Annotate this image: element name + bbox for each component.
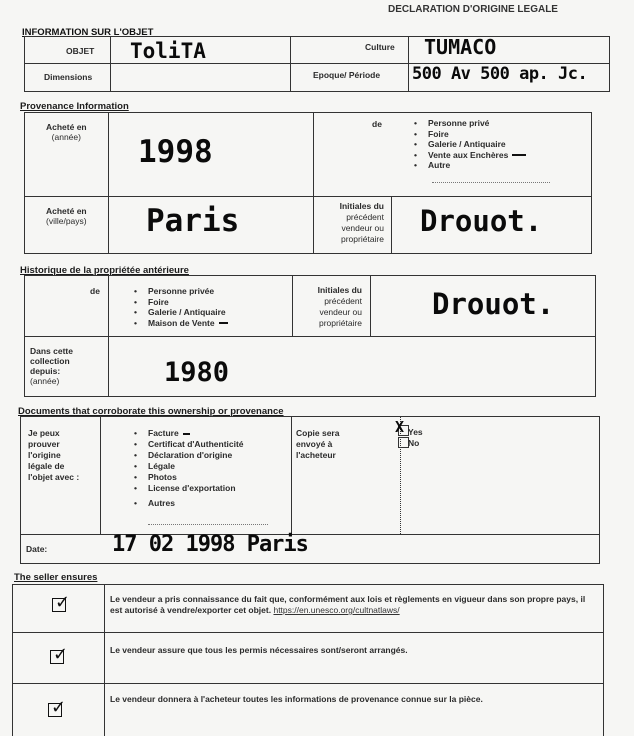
option-declaration-cont: • Légale [134, 461, 244, 472]
document-options [134, 428, 244, 509]
selected-mark [183, 433, 190, 435]
option-foire: • Foire [134, 297, 228, 308]
option-galerie: • Galerie / Antiquaire [134, 307, 228, 318]
seller-item-3: Le vendeur donnera à l'acheteur toutes les informations de provenance connue sur la pièce. [110, 694, 483, 704]
yes-label: Yes [408, 427, 423, 437]
option-autres: • Autres [134, 498, 244, 509]
culture-value: TUMACO [424, 35, 497, 59]
section-seller-title: The seller ensures [14, 572, 98, 583]
provenance-de-label: de [372, 119, 382, 129]
option-personne-privee: • Personne privée [134, 286, 228, 297]
achete-annee-value: 1998 [138, 134, 213, 170]
option-autre: • Autre [414, 160, 526, 171]
achete-lieu-value: Paris [146, 203, 240, 239]
objet-label: OBJET [66, 46, 95, 56]
achete-lieu-label: Acheté en (ville/pays) [46, 206, 87, 226]
dimensions-label: Dimensions [44, 72, 93, 82]
option-foire: • Foire [414, 129, 526, 140]
no-label: No [408, 438, 420, 448]
yes-check-mark: X [395, 418, 405, 436]
option-personne-prive: • Personne privé [414, 118, 526, 129]
date-label: Date: [26, 544, 48, 554]
section-documents-title: Documents that corroborate this ownership or provenance [18, 406, 284, 417]
selected-mark [512, 154, 526, 156]
option-declaration: • Déclaration d'origine [134, 450, 244, 461]
copie-label: Copie sera envoyé à l'acheteur [296, 428, 340, 460]
date-value: 17 02 1998 Paris [112, 532, 308, 557]
achete-annee-label: Acheté en (année) [46, 122, 87, 142]
selected-mark [219, 322, 228, 324]
option-vente-encheres: • Vente aux Enchères [414, 150, 526, 161]
section-provenance-title: Provenance Information [20, 101, 129, 112]
culture-label: Culture [365, 42, 395, 52]
collection-value: 1980 [164, 357, 230, 388]
objet-value: ToliTA [130, 39, 206, 63]
epoque-label: Epoque/ Période [313, 70, 381, 80]
provenance-initiales-value: Drouot. [420, 204, 543, 238]
seller-item-2: Le vendeur assure que tous les permis nécessaires sont/seront arrangés. [110, 645, 408, 655]
seller-check-2[interactable] [50, 644, 69, 665]
check-icon: ✓ [51, 697, 67, 718]
collection-label: Dans cette collection depuis: (année) [30, 346, 73, 386]
unesco-link[interactable]: https://en.unesco.org/cultnatlaws/ [273, 605, 400, 615]
provenance-de-options [414, 118, 526, 171]
option-maison-vente: • Maison de Vente [134, 318, 228, 329]
option-license: • License d'exportation [134, 483, 244, 494]
option-galerie: • Galerie / Antiquaire [414, 139, 526, 150]
form-title: DECLARATION D'ORIGINE LEGALE [388, 4, 558, 15]
seller-check-1[interactable] [52, 592, 71, 613]
history-initiales-value: Drouot. [432, 287, 555, 321]
option-certificat: • Certificat d'Authenticité [134, 439, 244, 450]
provenance-initiales-label: Initiales du précédent vendeur ou propriétaire [339, 201, 384, 244]
seller-item-1: Le vendeur a pris connaissance du fait que, conformément aux lois et règlements en vigueur dans son propre pays, il est autorisé à vendre/exporter cet objet. https://en.unesco.org/cultnatlaws/ [110, 594, 586, 615]
section-history-title: Historique de la propriétée antérieure [20, 265, 189, 276]
history-de-label: de [90, 286, 100, 296]
history-initiales-label: Initiales du précédent vendeur ou propriétaire [317, 285, 362, 328]
section-object-title: INFORMATION SUR L'OBJET [22, 27, 154, 38]
history-de-options [134, 286, 228, 328]
option-photos: • Photos [134, 472, 244, 483]
epoque-value: 500 Av 500 ap. Jc. [412, 64, 588, 84]
check-icon: ✓ [55, 592, 71, 613]
seller-check-3[interactable] [48, 697, 67, 718]
option-facture: • Facture [134, 428, 244, 439]
prove-label: Je peux prouver l'origine légale de l'objet avec : [28, 428, 80, 482]
check-icon: ✓ [53, 644, 69, 665]
